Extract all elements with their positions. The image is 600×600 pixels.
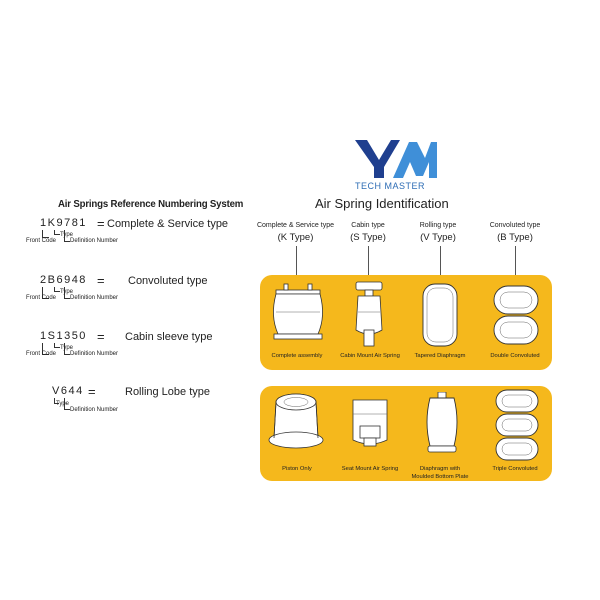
caption-moulded-bottom-plate: Moulded Bottom Plate [411,474,469,480]
type-head-k: Complete & Service type [256,222,335,229]
caption-cabin-mount: Cabin Mount Air Spring [340,353,400,359]
type-sub-s: (S Type) [350,232,386,243]
type-description: Convoluted type [128,275,208,287]
front-code-label: Front Code [26,238,57,244]
caption-tapered-diaphragm: Tapered Diaphragm [414,353,466,359]
type-label: Type [60,232,74,238]
type-label: Type [60,289,74,295]
caption-triple-convoluted: Triple Convoluted [492,466,538,472]
diaphragm-moulded-bottom-plate-icon [424,392,460,456]
numbering-row-3 [26,329,240,364]
code-value: 1K9781 [40,217,87,229]
definition-number-label: Definition Number [70,295,119,301]
definition-number-label: Definition Number [70,351,119,357]
double-convoluted-icon [492,284,540,348]
piston-only-icon [266,390,326,454]
triple-convoluted-icon [494,388,540,462]
type-head-v: Rolling type [419,222,457,229]
type-sub-v: (V Type) [420,232,456,243]
definition-number-label: Definition Number [70,407,119,413]
equals-sign: = [88,384,96,399]
type-description: Rolling Lobe type [125,386,211,398]
type-head-s: Cabin type [351,222,385,229]
type-sub-b: (B Type) [497,232,533,243]
tapered-diaphragm-icon [420,282,460,348]
type-sub-k: (K Type) [277,232,314,243]
connector-line [368,246,369,276]
equals-sign: = [97,216,105,231]
type-label: Type [60,345,74,351]
equals-sign: = [97,273,105,288]
complete-assembly-icon [268,282,328,348]
front-code-label: Front Code [26,295,57,301]
front-code-label: Front Code [26,351,57,357]
caption-double-convoluted: Double Convoluted [490,353,540,359]
cabin-mount-air-spring-icon [352,280,386,350]
caption-seat-mount: Seat Mount Air Spring [341,466,399,472]
code-bracket [42,230,49,238]
connector-line [296,246,297,276]
numbering-row-2 [26,273,240,308]
definition-number-label: Definition Number [70,238,119,244]
type-head-b: Convoluted type [489,222,541,229]
numbering-system-title: Air Springs Reference Numbering System [58,198,244,210]
type-description: Complete & Service type [107,218,229,230]
code-value: 2B6948 [40,274,87,286]
numbering-row-4 [52,385,252,419]
equals-sign: = [97,329,105,344]
logo-brand-text: TECH MASTER [355,181,426,191]
connector-line [515,246,516,276]
caption-diaphragm-with: Diaphragm with [419,466,461,472]
identification-title: Air Spring Identification [315,196,449,211]
code-value: V644 [52,385,84,397]
type-description: Cabin sleeve type [125,331,213,343]
seat-mount-air-spring-icon [350,396,390,456]
caption-piston-only: Piston Only [282,466,312,472]
type-label: Type [56,401,70,407]
numbering-row-1 [26,216,240,251]
code-value: 1S1350 [40,330,87,342]
caption-complete-assembly: Complete assembly [271,353,323,359]
tech-master-logo-icon [353,136,438,182]
connector-line [440,246,441,276]
